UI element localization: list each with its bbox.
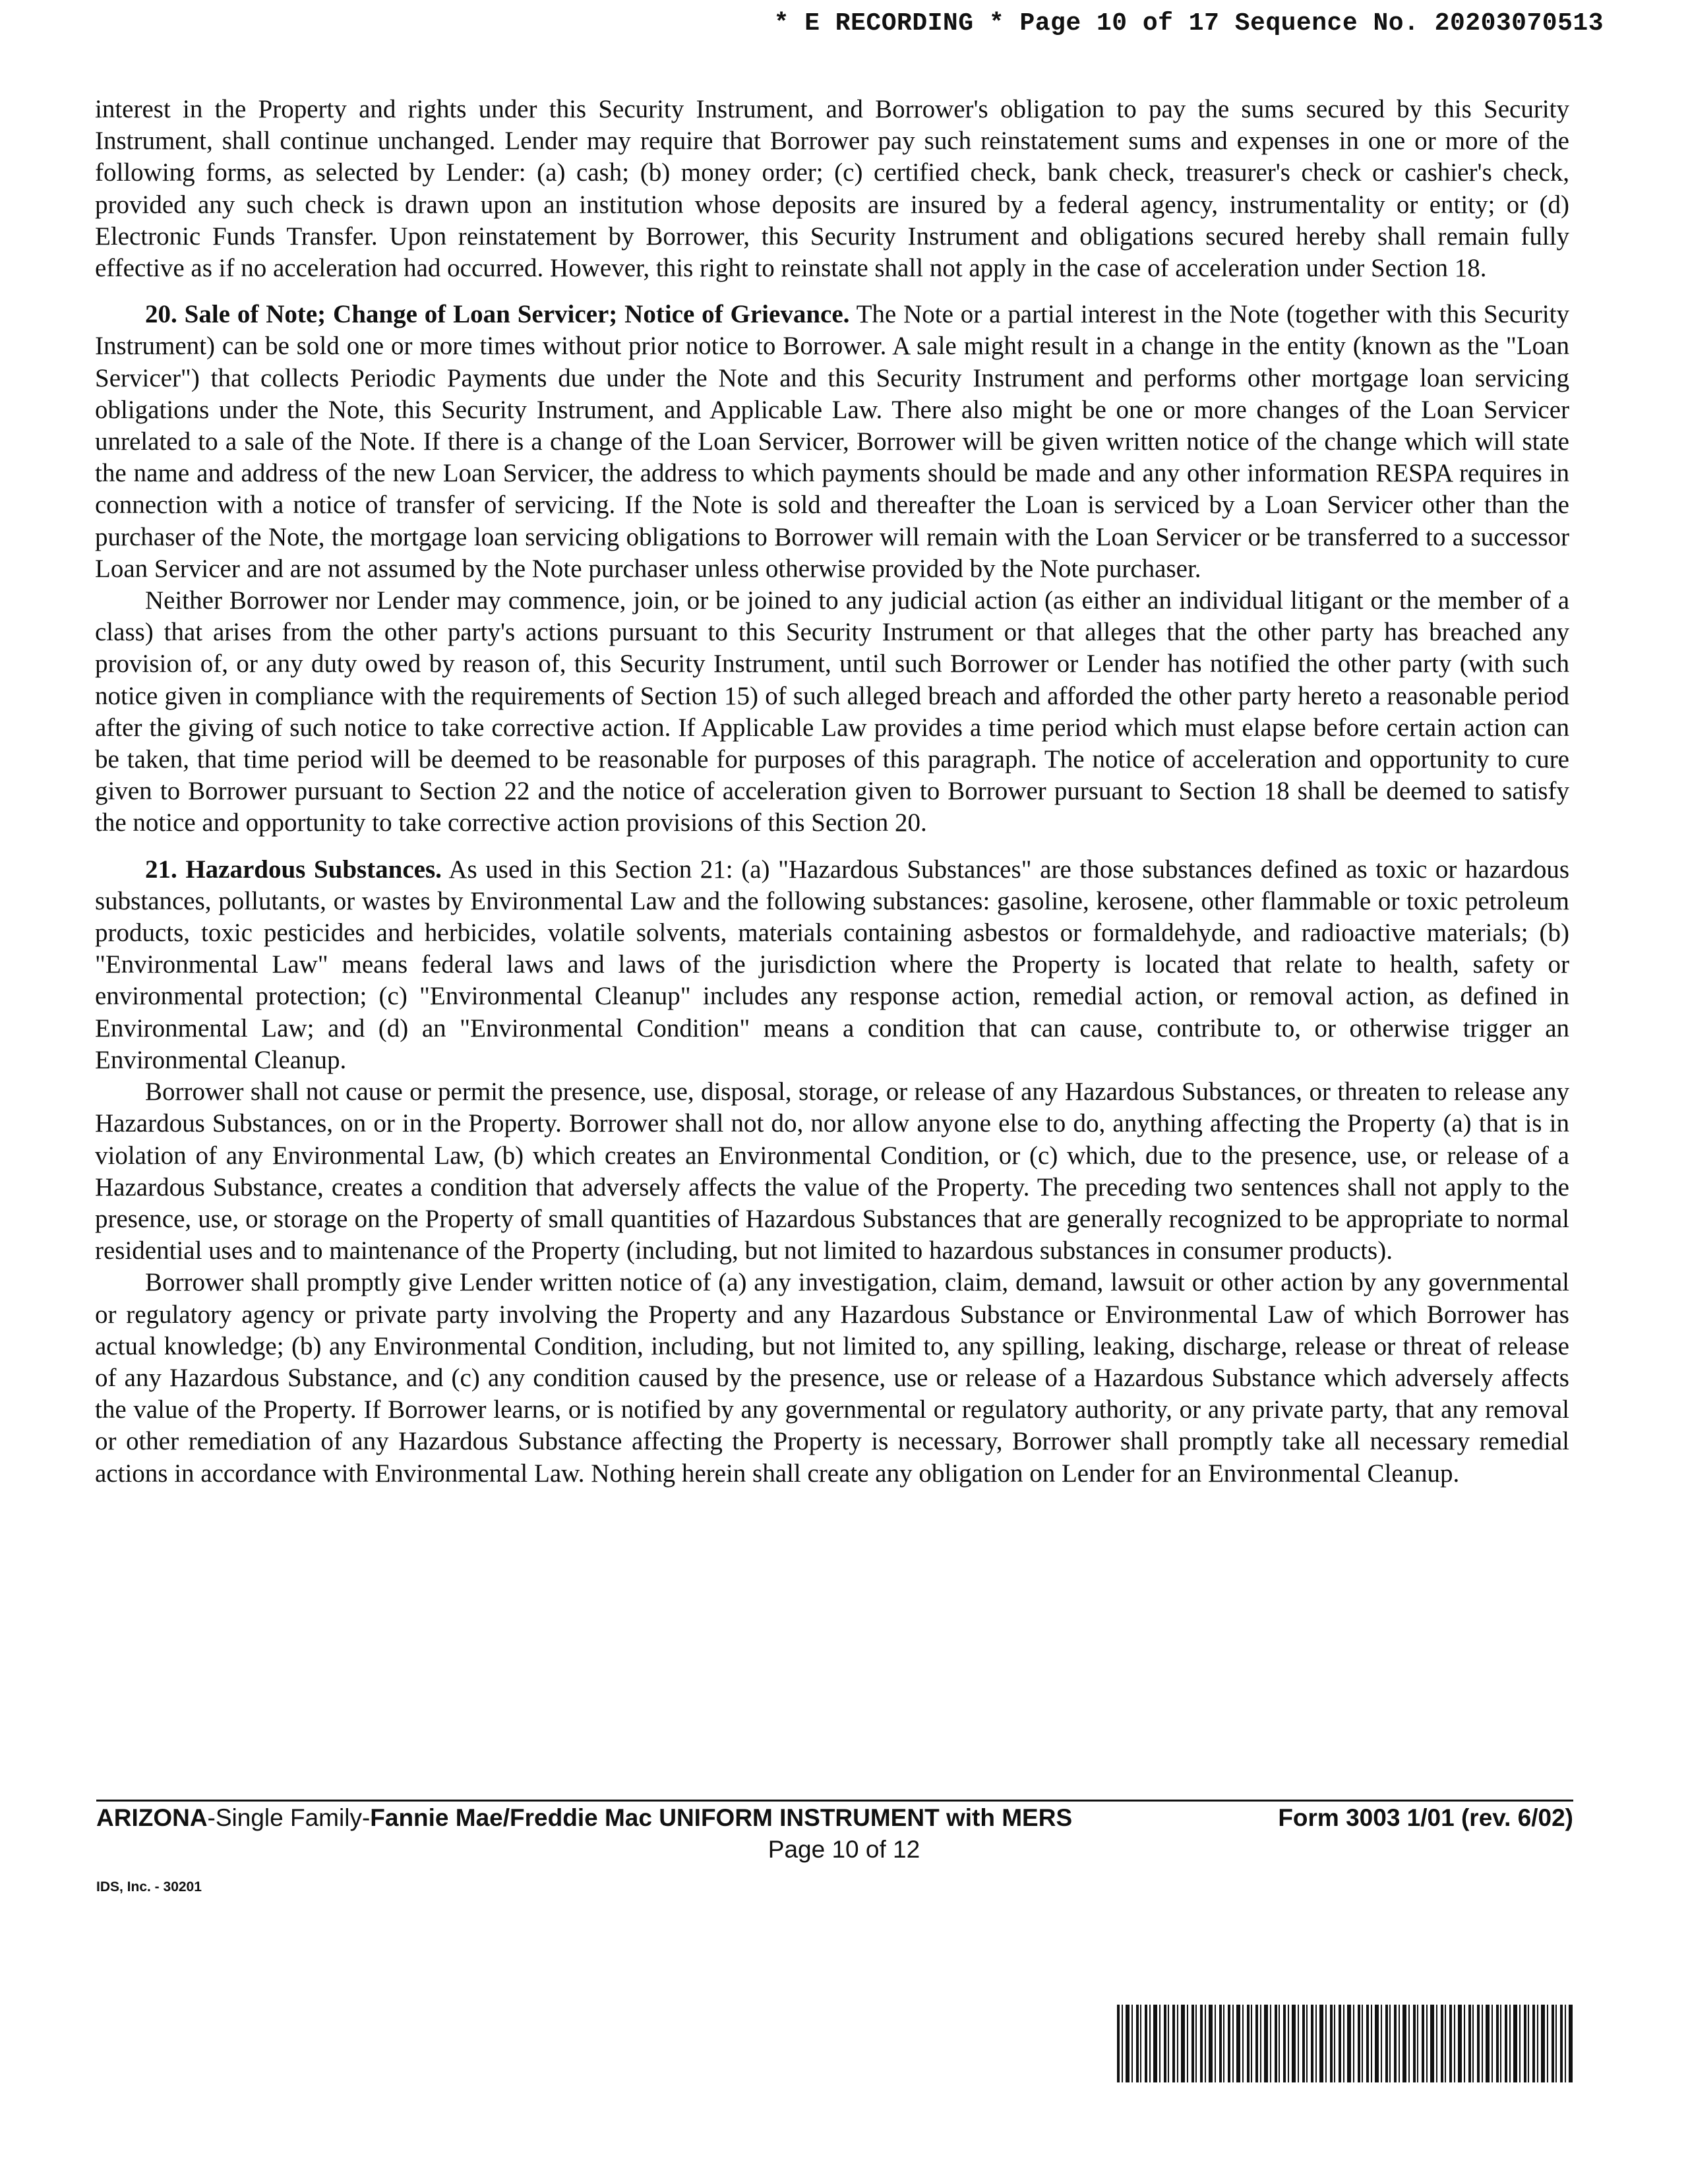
section-20-heading: 20. Sale of Note; Change of Loan Servicer; Notice of Grievance.: [145, 300, 850, 329]
section-20-text: The Note or a partial interest in the Note (together with this Security Instrument) can be sold one or more times without prior notice to Borrower. A sale might result in a change in the entity (known as the "Loan Servicer") that collects Periodic Payments due under the Note and this Security Instrument and performs other mortgage loan servicing obligations under the Note, this Security Instrument, and Applicable Law. There also might be one or more changes of the Loan Servicer unrelated to a sale of the Note. If there is a change of the Loan Servicer, Borrower will be given written notice of the change which will state the name and address of the new Loan Servicer, the address to which payments should be made and any other information RESPA requires in connection with a notice of transfer of servicing. If the Note is sold and thereafter the Loan is serviced by a Loan Servicer other than the purchaser of the Note, the mortgage loan servicing obligations to Borrower will remain with the Loan Servicer or be transferred to a successor Loan Servicer and are not assumed by the Note purchaser unless otherwise provided by the Note purchaser.: [95, 300, 1569, 583]
footer-rule: [96, 1800, 1573, 1802]
footer-fannie-mac: Fannie Mae/Freddie Mac: [370, 1804, 652, 1831]
section-21-paragraph: [95, 854, 1569, 1076]
footer-page-number: Page 10 of 12: [768, 1836, 920, 1863]
footer-instrument: UNIFORM INSTRUMENT with MERS: [651, 1804, 1073, 1831]
paragraph-continuation: interest in the Property and rights under this Security Instrument, and Borrower's obligation to pay the sums secured by this Security Instrument, shall continue unchanged. Lender may require that Borrower pay such reinstatement sums and expenses in one or more of the following forms, as selected by Lender: (a) cash; (b) money order; (c) certified check, bank check, treasurer's check or cashier's check, provided any such check is drawn upon an institution whose deposits are insured by a federal agency, instrumentality or entity; or (d) Electronic Funds Transfer. Upon reinstatement by Borrower, this Security Instrument and obligations secured hereby shall remain fully effective as if no acceleration had occurred. However, this right to reinstate shall not apply in the case of acceleration under Section 18.: [95, 95, 1569, 283]
footer-vendor: IDS, Inc. - 30201: [96, 1879, 202, 1895]
section-21-paragraph-3: Borrower shall promptly give Lender written notice of (a) any investigation, claim, demand, lawsuit or other action by any governmental or regulatory agency or private party involving the Property and any Hazardous Substance or Environmental Law of which Borrower has actual knowledge; (b) any Environmental Condition, including, but not limited to, any spilling, leaking, discharge, release or threat of release of any Hazardous Substance, and (c) any condition caused by the presence, use or release of a Hazardous Substance which adversely affects the value of the Property. If Borrower learns, or is notified by any governmental or regulatory authority, or any private party, that any removal or other remediation of any Hazardous Substance affecting the Property is necessary, Borrower shall promptly take all necessary remedial actions in accordance with Environmental Law. Nothing herein shall create any obligation on Lender for an Environmental Cleanup.: [95, 1268, 1569, 1488]
footer-form-line: [96, 1804, 1573, 1835]
section-21-heading: 21. Hazardous Substances.: [145, 855, 442, 884]
section-20-paragraph: [95, 299, 1569, 585]
footer-state: ARIZONA: [96, 1804, 208, 1831]
document-body: [95, 94, 1569, 1490]
section-21-text: As used in this Section 21: (a) "Hazardous Substances" are those substances defined as toxic or hazardous substances, pollutants, or wastes by Environmental Law and the following substances: gasoline, kerosene, other flammable or toxic petroleum products, toxic pesticides and herbicides, volatile solvents, materials containing asbestos or formaldehyde, and radioactive materials; (b) "Environmental Law" means federal laws and laws of the jurisdiction where the Property is located that relate to health, safety or environmental protection; (c) "Environmental Cleanup" includes any response action, remedial action, or removal action, as defined in Environmental Law; and (d) an "Environmental Condition" means a condition that can cause, contribute to, or otherwise trigger an Environmental Cleanup.: [95, 855, 1570, 1074]
footer-form-number: Form 3003 1/01 (rev. 6/02): [1278, 1804, 1573, 1831]
section-21-paragraph-2: Borrower shall not cause or permit the presence, use, disposal, storage, or release of any Hazardous Substances, or threaten to release any Hazardous Substances, on or in the Property. Borrower shall not do, nor allow anyone else to do, anything affecting the Property (a) that is in violation of any Environmental Law, (b) which creates an Environmental Condition, or (c) which, due to the presence, use, or release of a Hazardous Substance, creates a condition that adversely affects the value of the Property. The preceding two sentences shall not apply to the presence, use, or storage on the Property of small quantities of Hazardous Substances that are generally recognized to be appropriate to normal residential uses and to maintenance of the Property (including, but not limited to hazardous substances in consumer products).: [95, 1077, 1569, 1265]
section-20-paragraph-2: Neither Borrower nor Lender may commence, join, or be joined to any judicial action (as either an individual litigant or the member of a class) that arises from the other party's actions pursuant to this Security Instrument or that alleges that the other party has breached any provision of, or any duty owed by reason of, this Security Instrument, until such Borrower or Lender has notified the other party (with such notice given in compliance with the requirements of Section 15) of such alleged breach and afforded the other party hereto a reasonable period after the giving of such notice to take corrective action. If Applicable Law provides a time period which must elapse before certain action can be taken, that time period will be deemed to be reasonable for purposes of this paragraph. The notice of acceleration and opportunity to cure given to Borrower pursuant to Section 22 and the notice of acceleration given to Borrower pursuant to Section 18 shall be deemed to satisfy the notice and opportunity to take corrective action provisions of this Section 20.: [95, 586, 1569, 837]
barcode: [1117, 2005, 1575, 2082]
footer-family: -Single Family-: [207, 1804, 371, 1831]
recording-header: * E RECORDING * Page 10 of 17 Sequence No. 20203070513: [773, 9, 1604, 38]
